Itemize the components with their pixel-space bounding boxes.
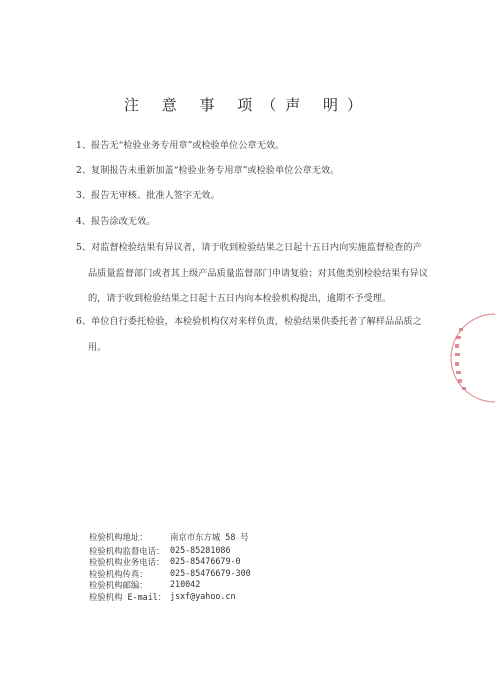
notice-line: 用。 (88, 342, 107, 353)
notice-line: 3、报告无审核、批准人签字无效。 (76, 190, 220, 201)
contact-label: 检验机构邮编： (89, 580, 148, 590)
notice-item-4 (76, 216, 155, 228)
contact-value: 210042 (170, 579, 201, 589)
notice-line: 的，请于收到检验结果之日起十五日内向本检验机构提出，逾期不予受理。 (88, 293, 392, 304)
notice-line: 6、单位自行委托检验，本检验机构仅对来样负责，检验结果供委托者了解样品品质之 (76, 316, 422, 327)
contact-label: 检验机构地址： (89, 532, 148, 542)
contact-label: 检验机构传真： (89, 569, 148, 579)
contact-label: 检验机构 E-mail： (89, 592, 167, 602)
contact-value: 025-85476679-300 (170, 568, 251, 578)
contact-label: 检验机构监督电话： (89, 546, 165, 556)
contact-value: 025-85281086 (170, 545, 231, 555)
contact-value: 南京市东方城 58 号 (170, 532, 249, 542)
notice-line: 品质量监督部门或者其上级产品质量监督部门申请复验；对其他类别检验结果有异议 (88, 268, 428, 279)
page-title: 注 意 事 项（声 明） (123, 96, 372, 114)
notice-line: 2、复制报告未重新加盖“检验业务专用章”或检验单位公章无效。 (76, 165, 340, 176)
seal-stamp (429, 312, 495, 404)
notice-item-1 (76, 140, 284, 152)
contact-value: 025-85476679-0 (170, 556, 241, 566)
notice-line: 5、对监督检验结果有异议者，请于收到检验结果之日起十五日内向实施监督检查的产 (76, 242, 422, 253)
notice-item-3 (76, 190, 220, 202)
contact-label: 检验机构业务电话： (89, 557, 165, 567)
notice-item-2 (76, 165, 339, 177)
contact-value: jsxf@yahoo.cn (170, 591, 236, 601)
notice-line: 1、报告无“检验业务专用章”或检验单位公章无效。 (76, 140, 285, 151)
notice-line: 4、报告涂改无效。 (76, 216, 156, 227)
